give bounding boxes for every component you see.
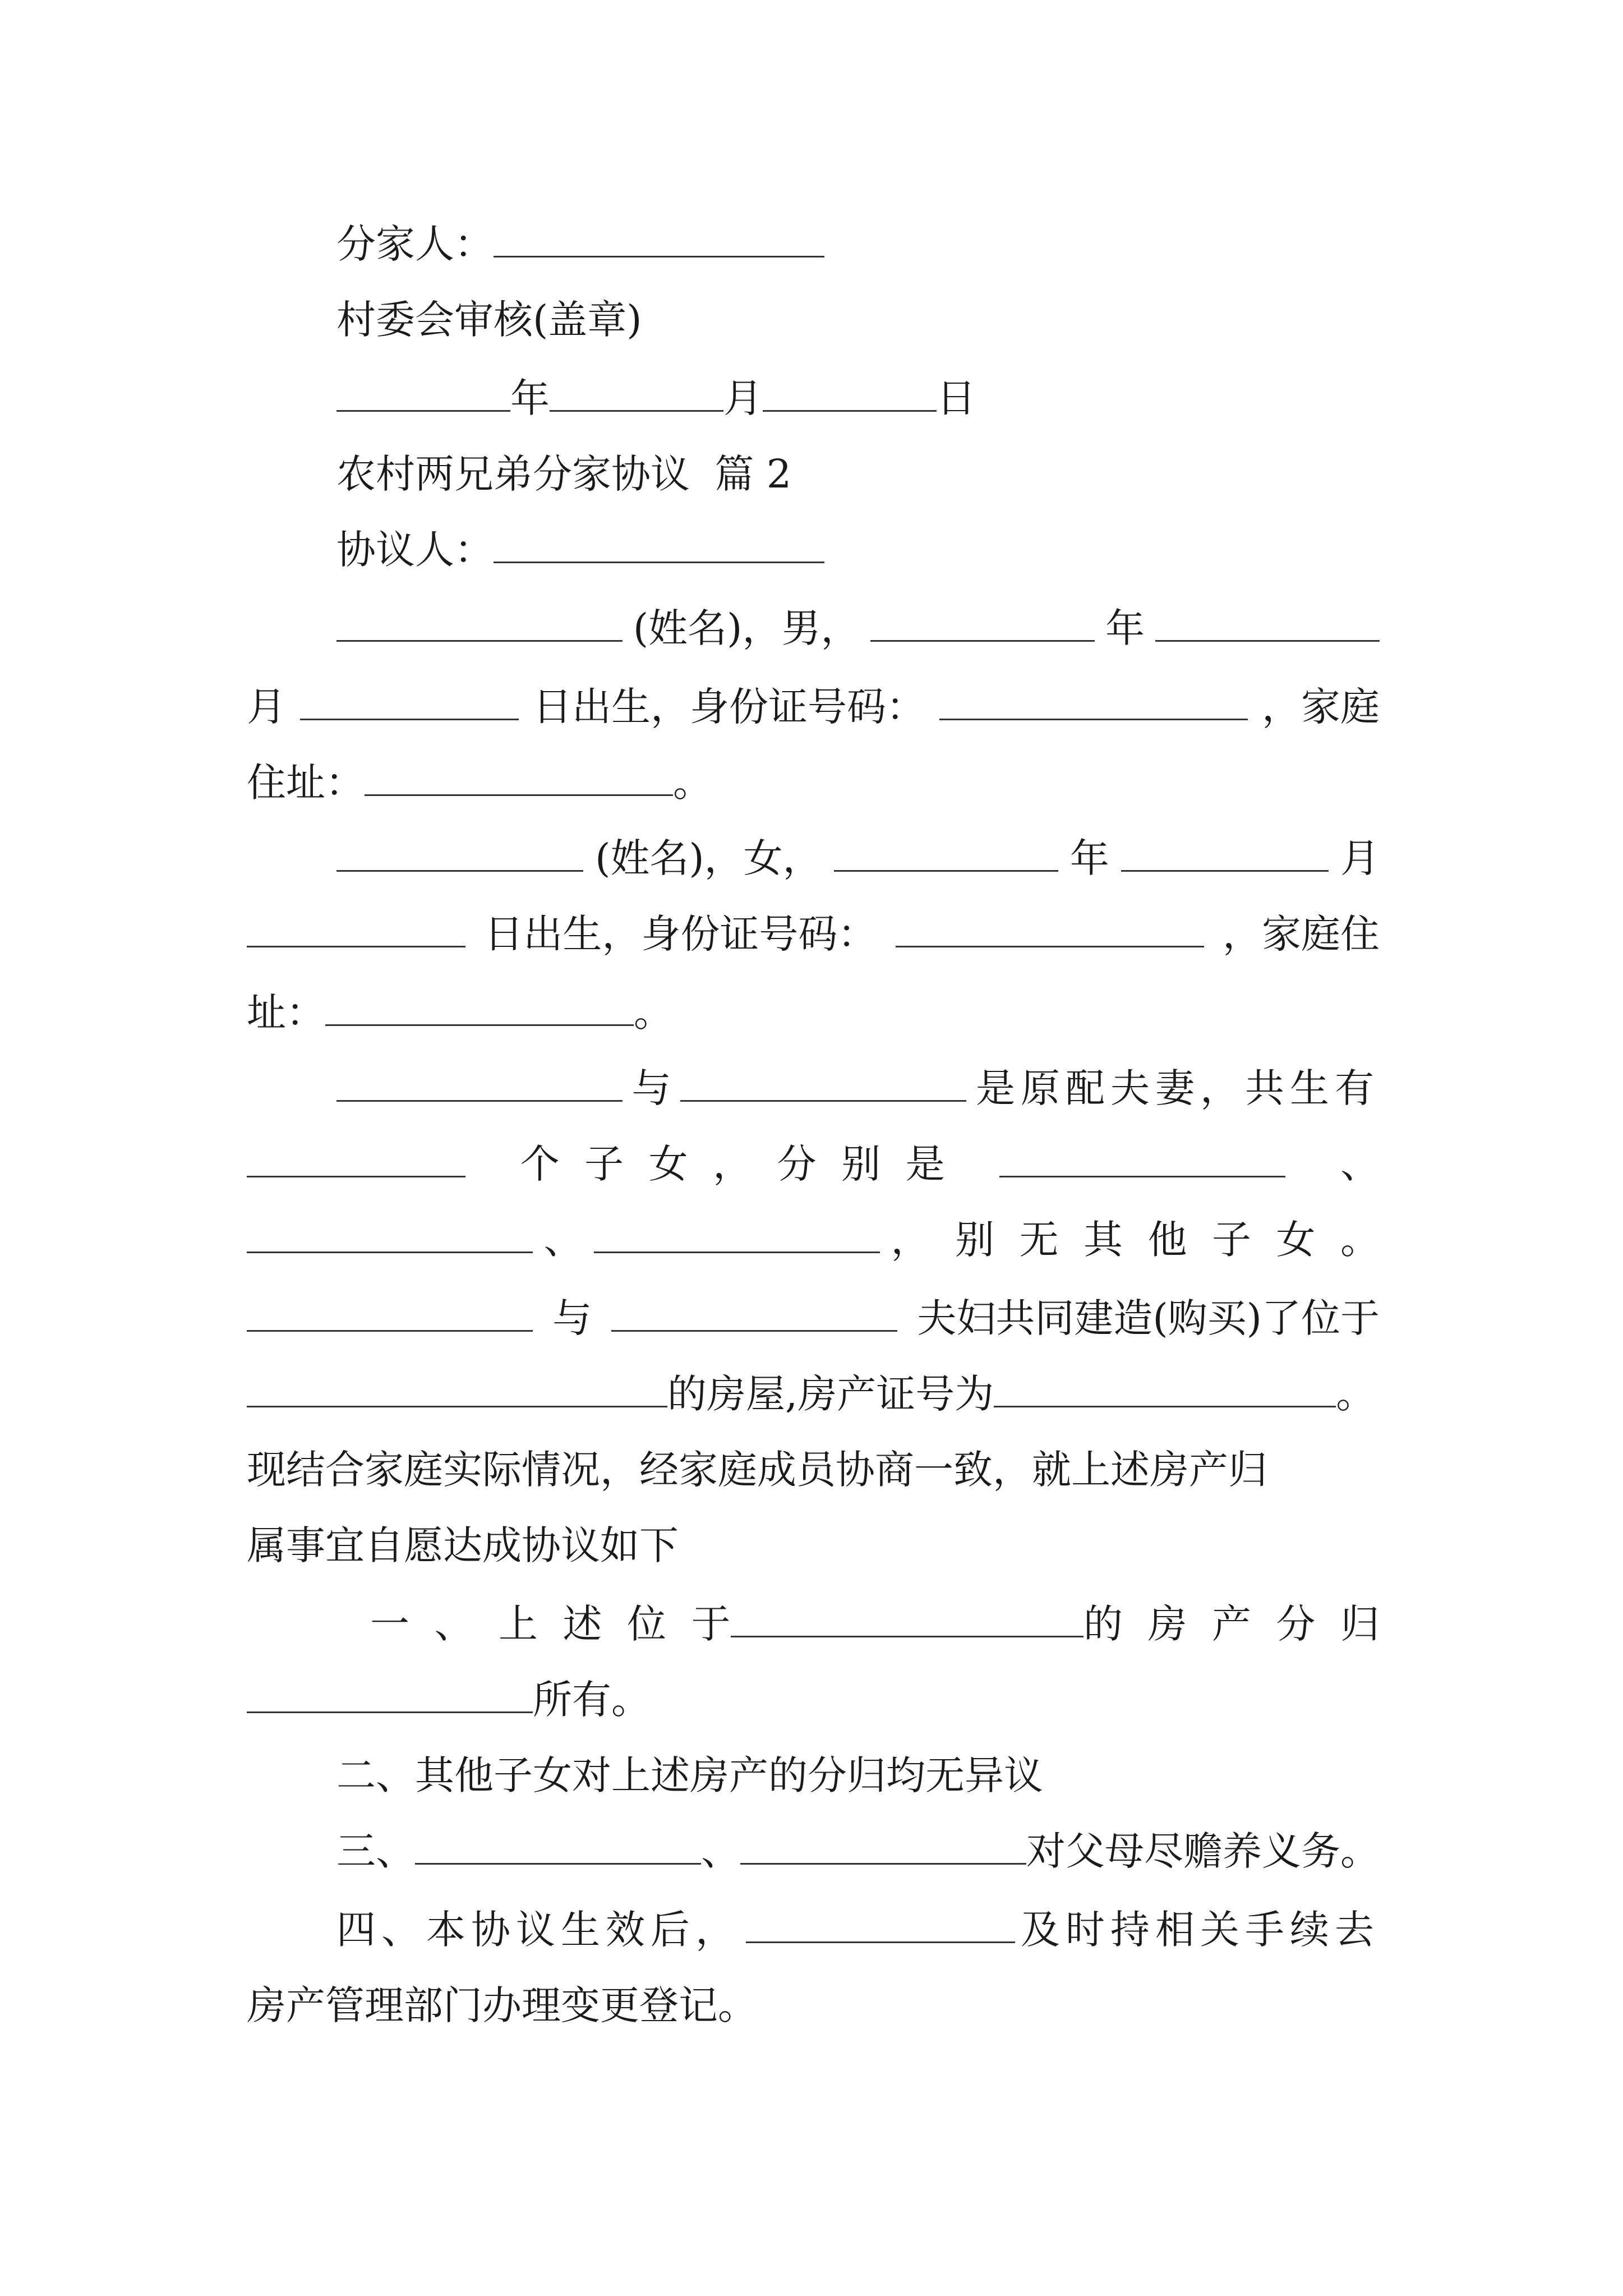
party1-day-blank[interactable] [300, 684, 519, 720]
party2-address-label: 址： [247, 990, 325, 1036]
party2-line3 [247, 987, 673, 1038]
clause1-owner-blank[interactable] [247, 1677, 533, 1713]
section-title [336, 449, 791, 499]
clause4-line2-text: 房产管理部门办理变更登记。 [247, 1982, 757, 2028]
marriage-period: 。 [1336, 1371, 1376, 1417]
marriage-para-line1: 现结合家庭实际情况，经家庭成员协商一致，就上述房产归 [247, 1447, 1267, 1493]
marriage-with2: 与 [552, 1295, 592, 1341]
party1-month-blank[interactable] [1155, 605, 1380, 642]
day-blank[interactable] [763, 375, 937, 412]
party2-month-label: 月 [1340, 835, 1380, 881]
clause3-line [336, 1826, 1380, 1876]
clause1-line2 [247, 1674, 651, 1725]
section-title-text: 农村两兄弟分家协议 篇 2 [336, 451, 792, 497]
clause2-text: 二、其他子女对上述房产的分归均无异议 [336, 1752, 1043, 1798]
clause1-suffix: 的 房 产 分 归 [1083, 1601, 1380, 1647]
day-label: 日 [937, 375, 976, 421]
child2-blank[interactable] [247, 1217, 533, 1253]
clause4-prefix: 四、本协议生效后， [336, 1907, 740, 1953]
party1-line2 [247, 682, 1380, 732]
marriage-line3 [247, 1214, 1380, 1265]
agreement-party-label: 协议人： [336, 527, 494, 573]
marriage-line5 [247, 1369, 1413, 1419]
children-count-blank[interactable] [247, 1141, 465, 1177]
marriage-line4 [247, 1293, 1380, 1343]
party2-period: 。 [634, 990, 673, 1036]
party2-born-id: 日出生，身份证号码： [484, 911, 877, 957]
year-blank[interactable] [336, 375, 510, 412]
party1-address-label: 住址： [247, 760, 365, 806]
clause1-line1 [370, 1599, 1380, 1649]
village-review-label: 村委会审核(盖章) [336, 297, 642, 343]
clause4-line1 [336, 1904, 1380, 1955]
party2-id-blank[interactable] [896, 911, 1204, 947]
agreement-party-line [336, 524, 824, 575]
marriage-couple: 是原配夫妻，共生有 [975, 1065, 1380, 1111]
marriage-no-other: ， 别 无 其 他 子 女 。 [891, 1217, 1380, 1263]
clause3-prefix: 三、 [336, 1828, 415, 1874]
month-blank[interactable] [550, 375, 723, 412]
property-cert-blank[interactable] [994, 1371, 1336, 1407]
month-label: 月 [723, 375, 763, 421]
builder1-blank[interactable] [247, 1295, 533, 1332]
party2-line1 [336, 833, 1380, 884]
splitter-label: 分家人： [336, 221, 494, 267]
year-label: 年 [510, 375, 550, 421]
marriage-comma1: 、 [1340, 1141, 1380, 1187]
clause2-line [336, 1750, 1043, 1801]
marriage-house: 的房屋,房产证号为 [667, 1371, 994, 1417]
marriage-line1 [336, 1063, 1380, 1114]
marriage-line2 [247, 1139, 1380, 1189]
clause1-prefix: 一 、 上 述 位 于 [370, 1601, 731, 1647]
splitter-signature-line [336, 219, 824, 269]
clause1-end: 所有。 [533, 1677, 651, 1723]
party1-id-blank[interactable] [939, 684, 1248, 720]
party1-name-blank[interactable] [336, 605, 623, 642]
party2-name-blank[interactable] [336, 835, 583, 872]
party1-name-note: (姓名)，男， [633, 605, 860, 651]
marriage-children: 个 子 女 ， 分 别 是 [520, 1141, 945, 1187]
party2-month-blank[interactable] [1121, 835, 1329, 872]
child1-blank[interactable] [999, 1141, 1285, 1177]
spouse1-blank[interactable] [336, 1065, 623, 1102]
village-review-line [336, 295, 642, 345]
agreement-party-blank[interactable] [494, 527, 824, 563]
clause4-party-blank[interactable] [746, 1907, 1015, 1943]
child3-blank[interactable] [594, 1217, 880, 1253]
marriage-built: 夫妇共同建造(购买)了位于 [917, 1295, 1380, 1341]
party1-month-label: 月 [247, 684, 286, 730]
party1-line1 [336, 603, 1380, 654]
party1-line3 [247, 757, 712, 808]
clause3-child1-blank[interactable] [415, 1828, 701, 1865]
marriage-para-line2: 属事宜自愿达成协议如下 [247, 1522, 679, 1568]
party2-year-label: 年 [1069, 835, 1109, 881]
clause4-line2 [247, 1980, 757, 2031]
marriage-with: 与 [631, 1065, 671, 1111]
party1-born-id: 日出生，身份证号码： [533, 684, 925, 730]
spouse2-blank[interactable] [680, 1065, 966, 1102]
splitter-blank[interactable] [494, 221, 824, 257]
date-line [336, 373, 976, 424]
marriage-comma2: 、 [543, 1217, 583, 1263]
marriage-line6 [247, 1444, 1267, 1495]
party1-comma-home: ，家庭 [1262, 684, 1380, 730]
clause3-suffix: 对父母尽赡养义务。 [1026, 1828, 1380, 1874]
builder2-blank[interactable] [611, 1295, 897, 1332]
clause3-child2-blank[interactable] [740, 1828, 1026, 1865]
party2-day-blank[interactable] [247, 911, 465, 947]
clause3-sep: 、 [701, 1828, 740, 1874]
party1-address-blank[interactable] [365, 760, 673, 796]
party1-year-label: 年 [1105, 605, 1145, 651]
party2-address-blank[interactable] [325, 990, 634, 1026]
house-location-blank[interactable] [247, 1371, 667, 1407]
clause1-location-blank[interactable] [731, 1601, 1083, 1637]
party2-name-note: (姓名)，女， [595, 835, 822, 881]
marriage-line7 [247, 1520, 679, 1571]
party1-period: 。 [673, 760, 712, 806]
party2-comma-home: ，家庭住 [1222, 911, 1380, 957]
party2-year-blank[interactable] [834, 835, 1058, 872]
clause4-suffix: 及时持相关手续去 [1021, 1907, 1380, 1953]
party2-line2 [247, 909, 1380, 959]
party1-year-blank[interactable] [870, 605, 1095, 642]
